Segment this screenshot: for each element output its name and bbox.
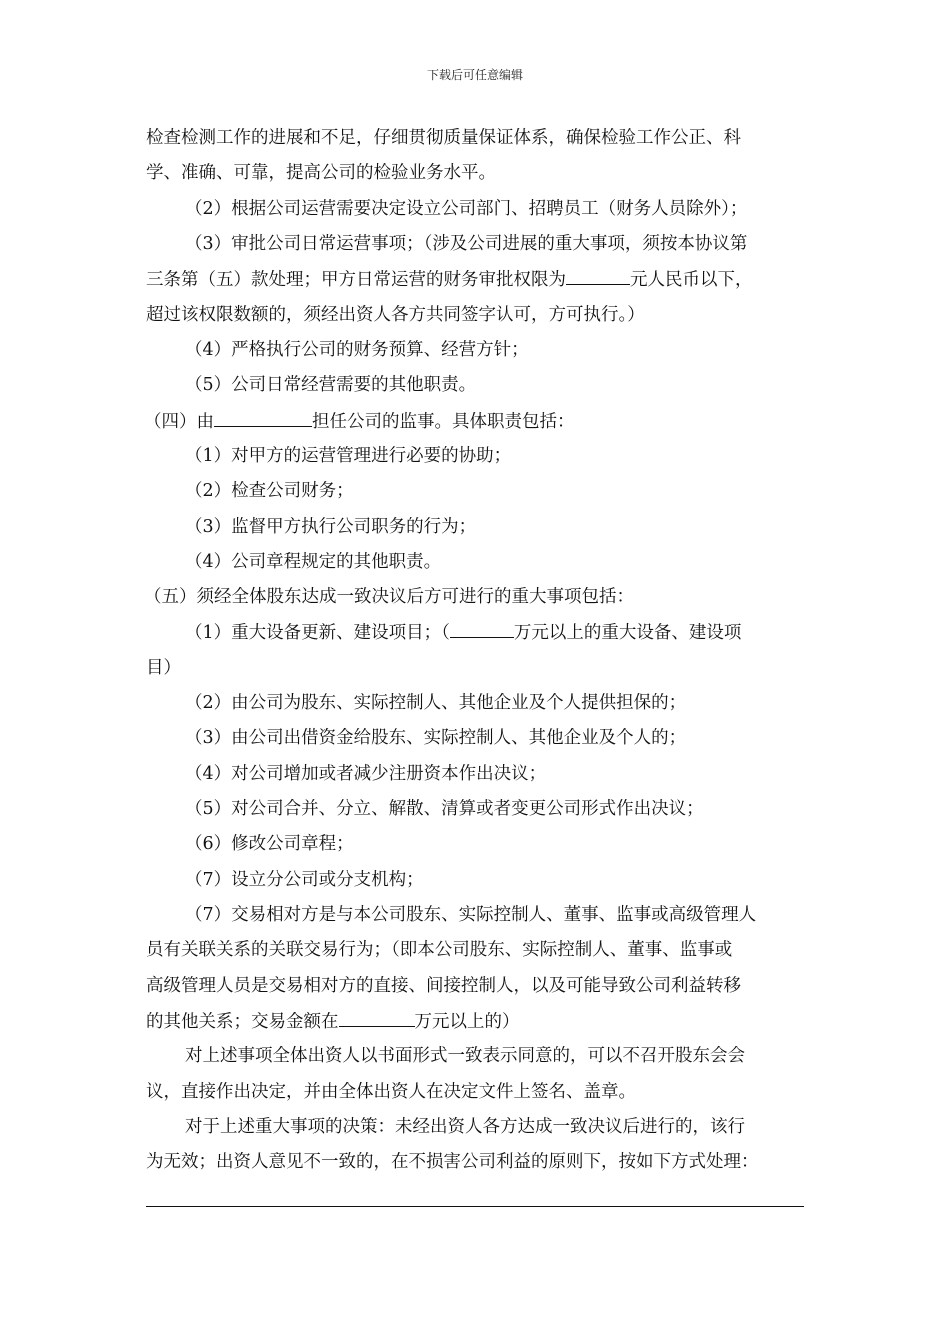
text-segment: （四）由	[144, 412, 214, 432]
body-line: 超过该权限数额的，须经出资人各方共同签字认可，方可执行。）	[146, 305, 645, 325]
clause-line: （5）公司日常经营需要的其他职责。	[185, 375, 477, 395]
clause-line: （4）公司章程规定的其他职责。	[185, 552, 442, 572]
paragraph-line: 对上述事项全体出资人以书面形式一致表示同意的，可以不召开股东会会	[185, 1046, 745, 1066]
body-line	[146, 1009, 520, 1034]
fill-in-blank[interactable]	[450, 620, 514, 638]
clause-line: （3）监督甲方执行公司职务的行为；	[185, 517, 477, 537]
fill-in-blank[interactable]	[339, 1009, 415, 1027]
text-segment: 的其他关系；交易金额在	[146, 1012, 339, 1032]
clause-line: （2）由公司为股东、实际控制人、其他企业及个人提供担保的；	[185, 693, 687, 713]
clause-line: （3）由公司出借资金给股东、实际控制人、其他企业及个人的；	[185, 728, 687, 748]
page-header: 下载后可任意编辑	[426, 68, 523, 82]
body-line	[146, 267, 753, 292]
paragraph-line: 对于上述重大事项的决策：未经出资人各方达成一致决议后进行的，该行	[185, 1117, 745, 1137]
clause-line: （1）对甲方的运营管理进行必要的协助；	[185, 446, 512, 466]
body-line: 议，直接作出决定，并由全体出资人在决定文件上签名、盖章。	[146, 1082, 636, 1102]
clause-line: （2）检查公司财务；	[185, 481, 354, 501]
body-line: 检查检测工作的进展和不足，仔细贯彻质量保证体系，确保检验工作公正、科	[146, 128, 741, 148]
clause-line: （6）修改公司章程；	[185, 834, 354, 854]
text-segment: 三条第（五）款处理；甲方日常运营的财务审批权限为	[146, 270, 566, 290]
clause-line: （3）审批公司日常运营事项；（涉及公司进展的重大事项，须按本协议第	[185, 234, 748, 254]
clause-line: （7）设立分公司或分支机构；	[185, 870, 424, 890]
footer-divider	[146, 1206, 804, 1207]
clause-line: （4）对公司增加或者减少注册资本作出决议；	[185, 764, 547, 784]
clause-line: （5）对公司合并、分立、解散、清算或者变更公司形式作出决议；	[185, 799, 704, 819]
section-heading: （五）须经全体股东达成一致决议后方可进行的重大事项包括：	[144, 587, 634, 607]
clause-line: （7）交易相对方是与本公司股东、实际控制人、董事、监事或高级管理人	[185, 905, 757, 925]
fill-in-blank[interactable]	[566, 267, 630, 285]
body-line: 高级管理人员是交易相对方的直接、间接控制人，以及可能导致公司利益转移	[146, 976, 741, 996]
text-segment: 万元以上的重大设备、建设项	[513, 623, 742, 643]
fill-in-blank[interactable]	[214, 409, 312, 427]
clause-line: （4）严格执行公司的财务预算、经营方针；	[185, 340, 529, 360]
clause-line	[185, 620, 741, 645]
body-line: 目）	[146, 658, 181, 678]
text-segment: 担任公司的监事。具体职责包括：	[312, 412, 575, 432]
body-line: 为无效；出资人意见不一致的，在不损害公司利益的原则下，按如下方式处理：	[146, 1152, 759, 1172]
text-segment: 元人民币以下，	[630, 270, 753, 290]
body-line: 学、准确、可靠，提高公司的检验业务水平。	[146, 163, 496, 183]
text-segment: （1）重大设备更新、建设项目；（	[185, 623, 450, 643]
body-line: 员有关联关系的关联交易行为；（即本公司股东、实际控制人、董事、监事或	[146, 940, 733, 960]
text-segment: 万元以上的）	[414, 1012, 520, 1032]
clause-line: （2）根据公司运营需要决定设立公司部门、招聘员工（财务人员除外）；	[185, 199, 748, 219]
section-heading	[144, 409, 575, 434]
